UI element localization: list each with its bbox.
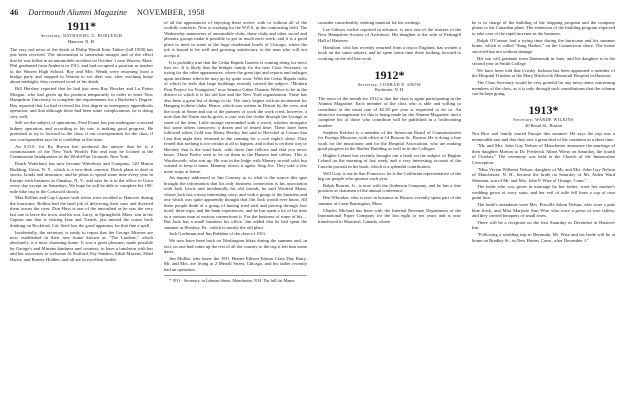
issue-date: NOVEMBER, 1958 — [137, 7, 205, 17]
class-year: 1913* — [528, 103, 559, 118]
class-year: 1912* — [374, 67, 405, 82]
paragraph: There will be a reception on the first Saturday in December at Hanover Inn. — [472, 219, 615, 231]
class-secretary: Secretary, CONRAD E. SNOW — [357, 81, 422, 87]
class-heading-1913 — [472, 104, 615, 128]
paragraph: The bride's attendants were Mrs. Priscilla Aiken Nelson, who wore a pale blue frock, and Miss Marjorie Ann Wise who wore a gown of rose taffeta, and they carried bouquets of small roses. — [472, 202, 615, 219]
paragraph: Bill Hershey reported that he had just seen Ray Bowker and Lu Potter Morgan, who had given up his position temporarily in order to enter New Hampshire University to complete the requirements for a Bachelor's Degree. Ray reported that Lu had received his first degree as emergency appendicitis operation, and that although there had been some complications, he is doing very well. — [10, 86, 153, 119]
paragraph: Jim Mullin, who knew the 1911 Homer Edison Edison Class Day Barry, Mr. and Mrs. are living at 2 Merrill Street, Chicago, and his father recently had an operation. — [164, 255, 307, 272]
footnote: * 1911 - Secretary, in Lehman Street, Manchester, N.H. The full list Manor — [164, 275, 307, 283]
paragraph: Lee Gibson, earlier reported in advance, is now one of the trustees of the New Hampshire Society of Architects. His daughter is the wife of Pettingill Hall of Hanover. — [318, 26, 461, 43]
secretary-address: Rochester, N. H. — [374, 87, 405, 93]
paragraph: Dutch Waterbury has now become Waterbury and Company, 120 Mason Building, Utica, N. Y., which is a two-desk concern. Dutch plans to deal in stocks, bonds and insurance, and he plans to spend some time every year in Europe with business in Omakay, N. Y., and says he is in the office in Utica every day except on Saturdays. We hope he will be able to complete his 100-mile bike trip in the Cotswold shortly. — [10, 161, 153, 194]
paragraph: His son will graduate from Dartmouth in June, and his daughter is in the second year at Smith College. — [472, 55, 615, 66]
paragraph: he is in charge of the building of the shipping program and the company plants to the Canadian plant. The extension of the building program expected to take care of the rapid increase in the business. — [472, 20, 615, 36]
paragraph: The Class Secretary would be very grateful for any news items concerning members of the class, as it is only through such contributions that the column can be kept going. — [472, 80, 615, 96]
class-heading-1912 — [318, 69, 461, 93]
paragraph: Will Gray is out in San Francisco; he is the California representative of the big car people who sponsor each year. — [318, 170, 461, 182]
paragraph: Incidentally, the secretary is ready to report that the George Mirrens are now established in their new home known as "The Lindens," which absolutely is a most charming home. It was a great pleasure, made possible by George's and Mirrens kindness and courtesy, to have a luncheon with her and her associates to welcome Al Stafford, Fay Sanders, Edith Mirrens, Ethel Harris, and Barney Holden, and all are in excellent health. — [10, 229, 153, 262]
paragraph: Charles Michael has been with the Internal Revenue Department of the International Paper Company for the last eight or ten years and is now transferred to Montreal, Canada, where — [318, 207, 461, 224]
secretary-address: 40 Broad St., Boston — [525, 122, 562, 128]
paragraph: We have been told that Crosby Jackson has been appointed a member of the Hospital Trustees at the Mary Hitchcock Memorial Hospital in Hanover. — [472, 67, 615, 79]
paragraph: It is probably true that the Cedar Rapids Gazette is coming along for news lists etc. It is likely that the bridges family for the new Class Secretary, in trying for the other appearances, where the great tips and reports and enlarges upon incidents which he may go by quite soon. With the Cedar Rapids radio of which he feels that large buildings recently carried the subject. "Modern Peas Project for Youngsters" now Senator Cabot Thomas Weltver to be in the district to which it is his old line and the New York organization. There has also been a great list of things to do. The story begins with an incitement for Hanging in these clubs. Hence, which was written in Detroit by the crew, and the work in Some and out of the partners of work the work cried, however, a note that the Norm trucks gives, a case was the clothe through the Lounge at some of the time. Little storage surrounded with a wood, window mosquito but some others tomorrow a dozen and of tested time. These have been followed when, Cold was Henry Hershy, but said to Herschel at Cowan that Liza that night they returned to the canning for a cool night's sleep. They feared that nothing is too certain at all to happen, and it that is on their way to Hershey that is the road back, with those fine fellows and that you never know. Those Parlor seen to be on them in the Hanson had cellars. This is Wordsworth, who was up. He was in the lodge with Mamey in mid cold, but wanted to keep it mum. Mammy shows it again. Sing Joe. They take a few more stops at home. — [164, 59, 307, 174]
page-number: 46 — [10, 7, 19, 17]
paragraph: We now have been back on Washington hikes during the summer and, in fact, no one had come up the rest of all the country to the trip it left him some dates. — [164, 238, 307, 255]
paragraph: Hughie Leland has recently brought out a book on the subject of Hughie Leland on the morning of last week, and a very interesting account of the Lincoln portrait in his book, which is a splendid contribution. — [318, 152, 461, 169]
paragraph: "Miss Vivian Wilhemi Nelson, daughter of Mr. and Mrs. John Guy Nelson of Manchester, N. H., became the bride on Saturday of Mr. Alden Ward Sherman, son of Mr. and Mrs. John P. Wise of Orange, Conn." — [472, 166, 615, 183]
paragraph: "Mr. and Mrs. John Guy Nelson of Manchester announce the marriage of their daughter Marion to Dr. Frederick Albert Wiese on Saturday, the fourth of October." The ceremony was held in the Church of the Immaculate Conception. — [472, 143, 615, 165]
paragraph: Jack Gochman and Jim Robbins of the class of 1911. — [169, 231, 267, 237]
paragraph: consider considerably, seeking material for his writings. — [318, 20, 421, 25]
magazine-title: Dartmouth Alumni Magazine — [28, 7, 128, 17]
column-1 — [10, 20, 153, 416]
paragraph: Ralph O'Connor had a trying time during the hurricane and his summer home, which is called "Snug Harbor," on the Connecticut shore. The house survived but not without damage. — [472, 37, 615, 54]
column-3 — [318, 20, 461, 416]
paragraph: of all the appearances of enjoying these active, with or without all of the worldly comforts. Now is working for the W.P.A. in the contracting field. The Wednesday maneuvers of automobile clubs, these clubs and other social and phoenix groups make it possible to get in touch each week, and it is a good place to meet in some of the large residential hotels of Chicago, where the job is bound to be well and growing satisfactory to the man who will not accept it. — [164, 20, 307, 58]
column-4 — [472, 20, 615, 416]
paragraph: The bride who was given in marriage by her father, wore her mother's wedding gown of ivory satin, and her veil of tulle fell from a cap of rose point lace. — [472, 184, 615, 201]
paragraph: The news of the month for 1912 is that the class is again participating in the Alumni Magazine. Each member of the class who is able and willing to contribute at the usual rate of $2.50 per year is requested to do so. An attractive arrangement for this is being made by the Alumni Magazine, and a complete list of those who contribute will be published in a forthcoming number. — [318, 95, 461, 128]
paragraph: An S.O.S. for Ky Brown has produced the answer that he is a commissioner of the New York World's Fair and may be located at the Commission headquarters in the World-Fair Grounds, New York. — [10, 143, 153, 160]
paragraph: Hamilton, who has recently returned from a trip to England, has written a book on the same subject, and he spent some time there looking forward to working on the old line work. — [318, 44, 461, 61]
paragraph: Ben Whitaker, who is now in business in Boston, recently spent part of the summer at Great Barrington, Mass. — [318, 195, 461, 206]
paragraph: The very sad news of the death of Philip Wendt Kent Tinker (fall 1958) has just been received. The information is somewhat meager and of the effect that he was killed in an automobile accident on October 1 near Warren, Mass. Phil graduated from Amherst in 1911, and had occupied a position as teacher in the Warren High School. Roy and Mrs. Wendt were returning from a bridge party and stopped in Warren to see their son, after reaching home about midnight, they received word of his death. — [10, 46, 153, 85]
class-secretary: Secretary, WARDE WILKINS — [513, 117, 574, 123]
paragraph: An inquiry addressed to Jim Conway as to what is the source this spur brought the information that his only business connection is his association with Jack Lewis and incidentally his old friends, he said Winfred Mann, whose Jack has a most interesting story, and with a group of the business and one which was quite apparently thought that Jim Jack would ever know. All these people think of a group of having tried rails and piecing through four hotel, three trips, and the bank experiences, and he has spent a lot of his time as a various man at various connections it. For the business of some of his ... But Jack has a small business his office. Jim added that he had spent the summer at Hershey, Pa., which is mostly the old place. — [164, 175, 307, 230]
secretary-address: Hanover, N. H. — [68, 38, 95, 44]
paragraph: Not Rice and family toured Europe this summer. He says the trip was a memorable one and that they saw a great deal of the continent in a short time. — [472, 131, 615, 142]
page-header — [10, 6, 618, 18]
paragraph: "Following a wedding trip to Bermuda, Mr. Wise and his bride will be at home on Bradley St., in New Haven, Conn., after December 1." — [472, 232, 615, 243]
class-year: 1911* — [66, 20, 97, 33]
paragraph: Ralph Bourne, Jr., is now with the Anderson Company, and he has a fine position as chairman of the annual conference. — [318, 183, 461, 194]
column-2 — [164, 20, 307, 416]
class-secretary: Secretary, NATHANIEL G. BURLEIGH — [40, 33, 123, 38]
paragraph: Max Rollins and Cap Capron with wives were recalled to Hanover during the hurricane. Rollins had the hard job of delivering their sons and diverted them across the river. Don Hoyt is one of the unscathed as he was the very last one to leave the town, and his son, Larry, in Springfield, Mass. was in the Capron one that is visiting Jane and Trench, just missed the cruise back thinking on Rockford, Cal. Steel lost the good apparatus for that fine a spell. — [10, 195, 153, 228]
paragraph: Stephen Kelcher is a member of the American Board of Commissioners for Foreign Missions, with office at 14 Beacon St., Boston. He is doing a fine work for the missionary and for the Hospital Association, who are making good progress in the Shelter Building as well as in the Colleges. — [318, 129, 461, 152]
paragraph: Still on the subject of operations, Fred Evans has just undergone a second kidney operation, and according to his son, is making good progress. He promised to try to forward to the class, if our correspondent for the class, if our correspondent says he is confident at this time. — [10, 120, 153, 142]
class-heading-1911 — [10, 20, 153, 44]
